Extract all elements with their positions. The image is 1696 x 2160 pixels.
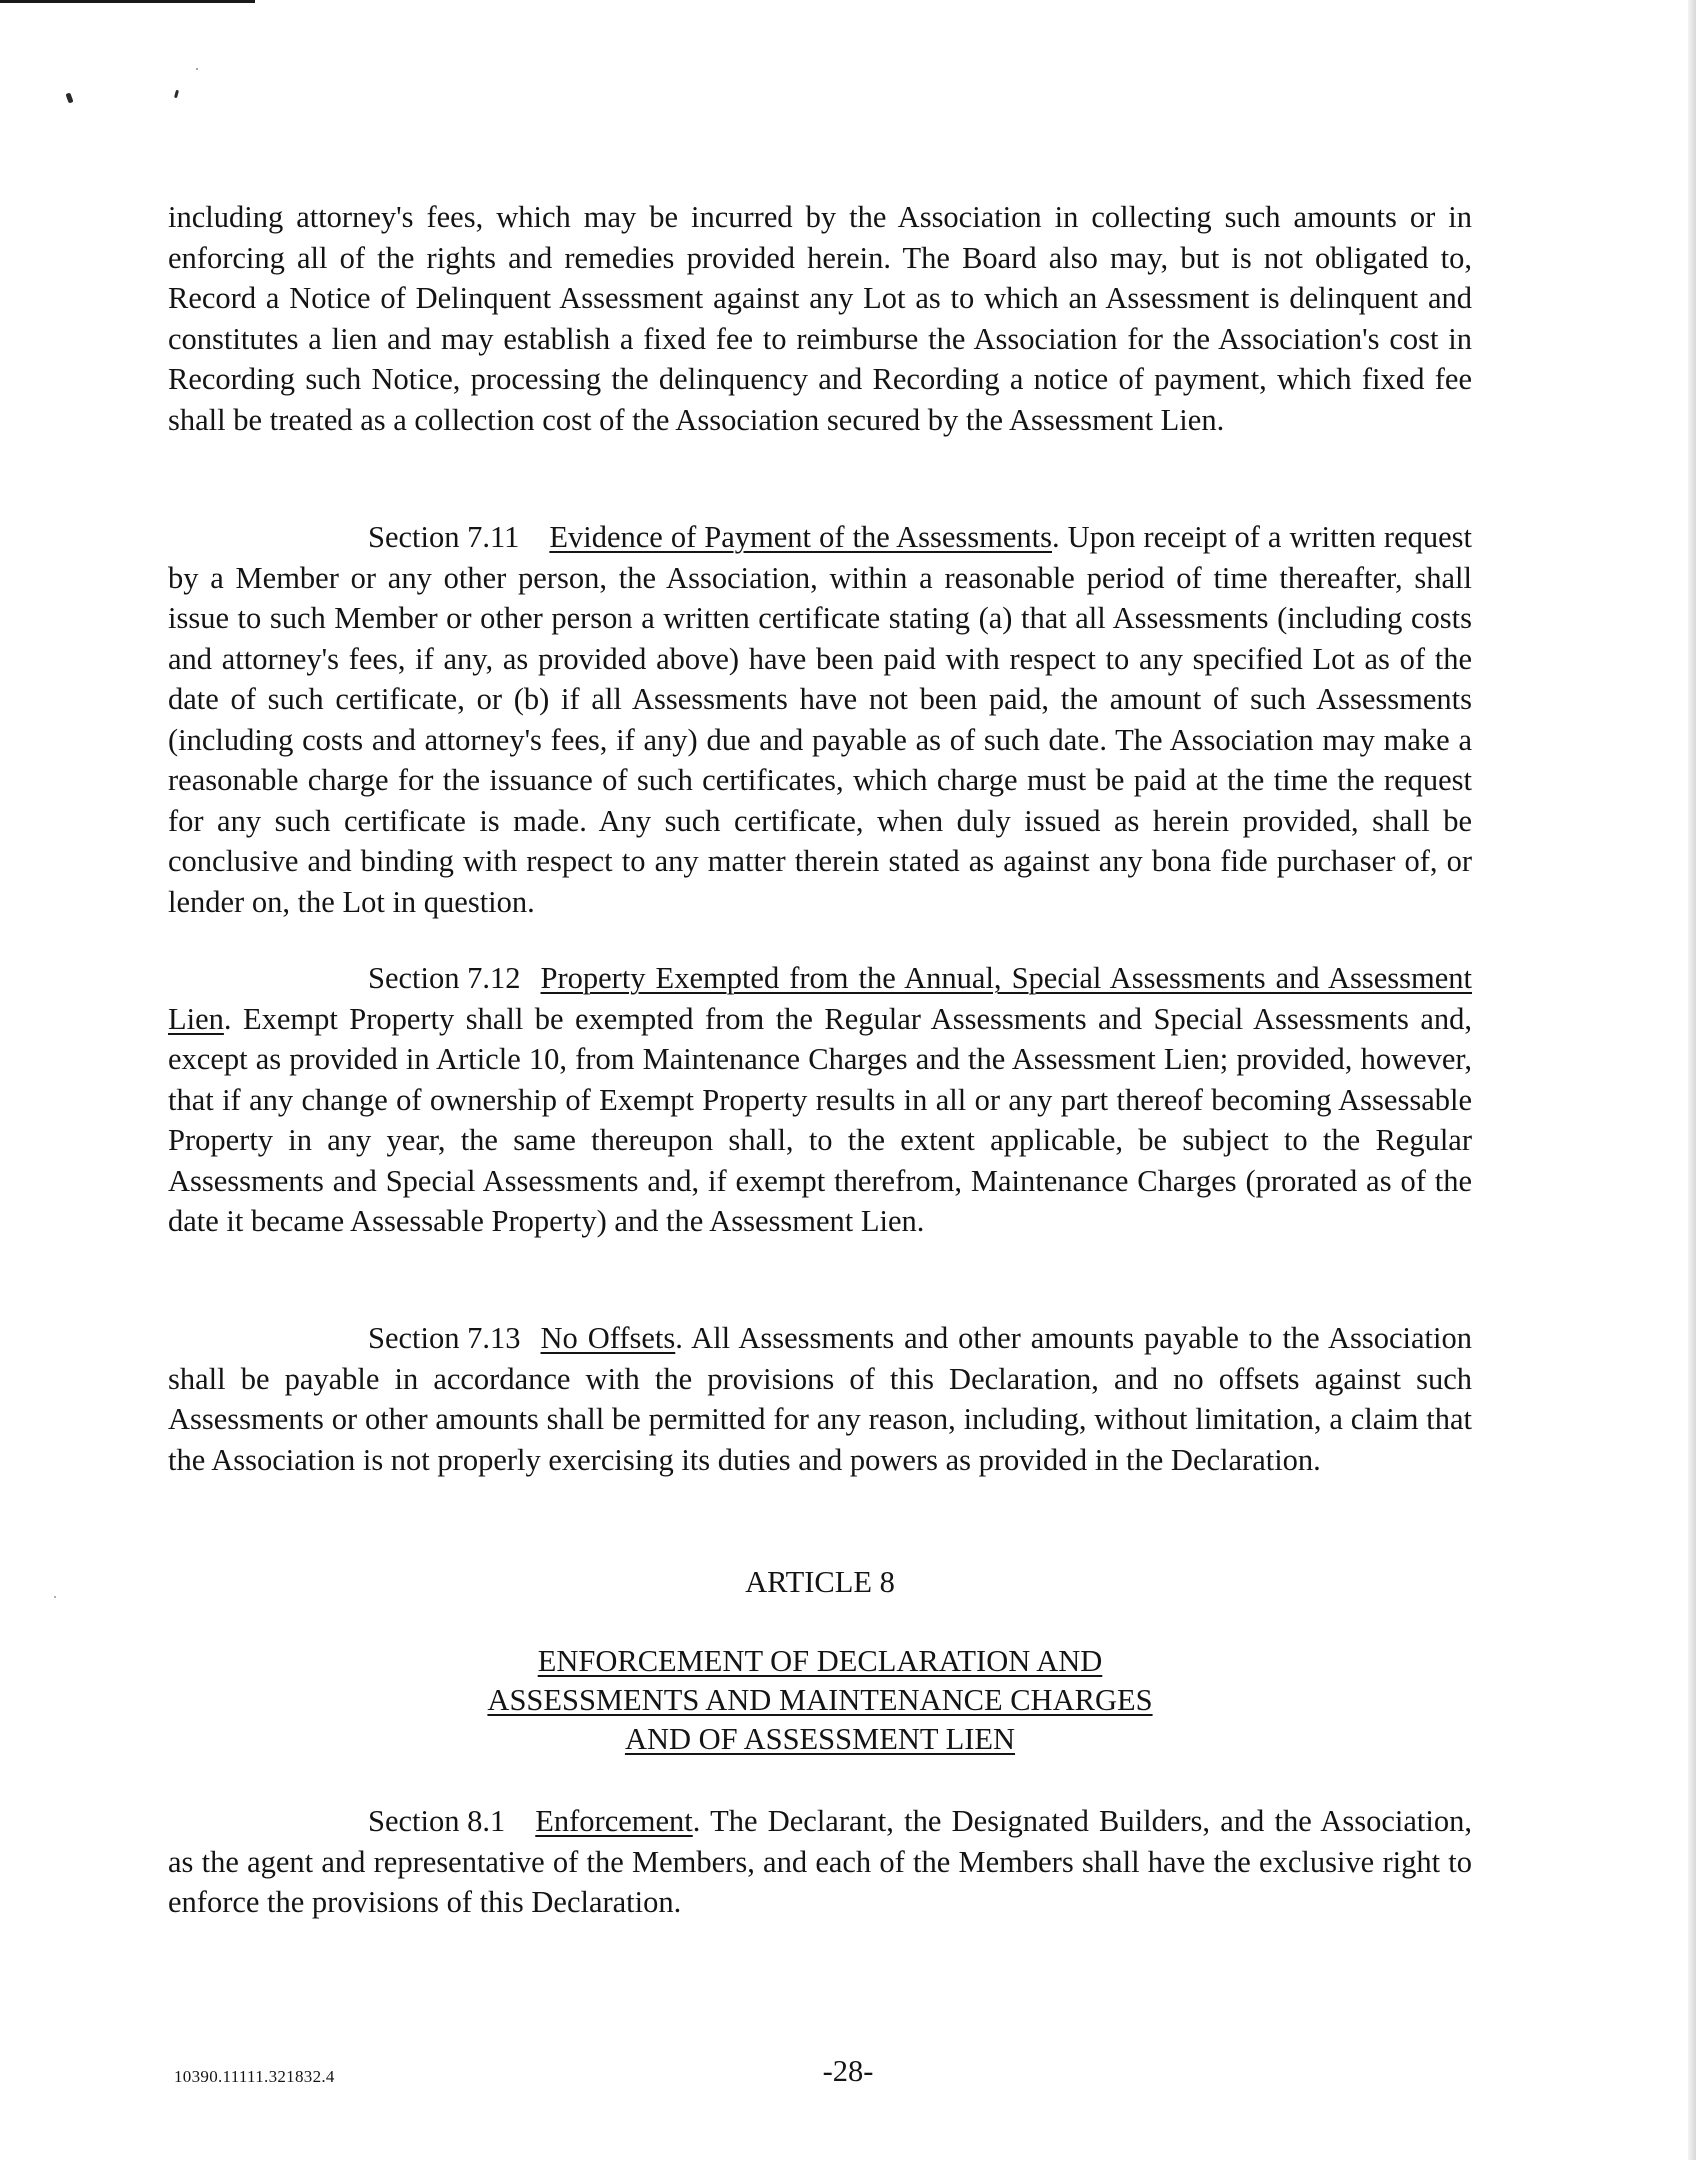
article-title-line-1	[168, 1641, 1472, 1682]
scan-speck	[174, 90, 179, 99]
section-8-1	[168, 1801, 1472, 1923]
scan-page-edge	[1688, 0, 1696, 2160]
section-7-11	[168, 517, 1472, 922]
section-text: . Exempt Property shall be exempted from the Regular Assessments and Special Assessments and, except as provided in Article 10, from Maintenance Charges and the Assessment Lien; provided, however, that if any change of ownership of Exempt Property results in all or any part thereof becoming Assessable Property in any year, the same thereupon shall, to the extent applicable, be subject to the Regular Assessments and Special Assessments and, if exempt therefrom, Maintenance Charges (prorated as of the date it became Assessable Property) and the Assessment Lien.	[168, 1001, 1472, 1238]
page-number: -28-	[822, 2054, 874, 2088]
article-title-line-3	[168, 1719, 1472, 1760]
scan-artifact-line	[0, 0, 255, 3]
section-number: Section 8.1	[368, 1804, 506, 1838]
section-text: . The Declarant, the Designated Builders, and the Association, as the agent and representative of the Members, and each of the Members shall have the exclusive right to enforce the provisions of this Declaration.	[168, 1804, 1472, 1919]
section-text: . Upon receipt of a written request by a Member or any other person, the Association, within a reasonable period of time thereafter, shall issue to such Member or other person a written certificate stating (a) that all Assessments (including costs and attorney's fees, if any, as provided above) have been paid with respect to any specified Lot as of the date of such certificate, or (b) if all Assessments have not been paid, the amount of such Assessments (including costs and attorney's fees, if any) due and payable as of such date. The Association may make a reasonable charge for the issuance of such certificates, which charge must be paid at the time the request for any such certificate is made. Any such certificate, when duly issued as herein provided, shall be conclusive and binding with respect to any matter therein stated as against any bona fide purchaser of, or lender on, the Lot in question.	[168, 520, 1472, 919]
scan-speck	[65, 92, 73, 103]
section-7-13	[168, 1318, 1472, 1480]
section-title: Evidence of Payment of the Assessments	[549, 520, 1053, 554]
section-title: No Offsets	[540, 1321, 676, 1355]
section-number: Section 7.13	[368, 1321, 521, 1355]
scan-speck	[54, 1596, 56, 1598]
scan-speck	[196, 68, 198, 70]
article-title-text: ENFORCEMENT OF DECLARATION AND	[537, 1644, 1103, 1678]
article-title-text: AND OF ASSESSMENT LIEN	[624, 1722, 1016, 1756]
section-number: Section 7.12	[368, 961, 521, 995]
section-number: Section 7.11	[368, 520, 520, 554]
section-7-12	[168, 958, 1472, 1242]
section-title: Enforcement	[535, 1804, 693, 1838]
section-text: . All Assessments and other amounts payable to the Association shall be payable in accordance with the provisions of this Declaration, and no offsets against such Assessments or other amounts shall be permitted for any reason, including, without limitation, a claim that the Association is not properly exercising its duties and powers as provided in the Declaration.	[168, 1321, 1472, 1477]
article-title-text: ASSESSMENTS AND MAINTENANCE CHARGES	[487, 1683, 1153, 1717]
article-number: ARTICLE 8	[745, 1565, 895, 1599]
continuation-paragraph	[168, 197, 1472, 440]
section-title: Property Exempted from the Annual, Special Assessments and Assessment Lien	[168, 961, 1472, 1036]
document-id: 10390.11111.321832.4	[174, 2067, 335, 2086]
article-title-line-2	[168, 1680, 1472, 1721]
paragraph-text: including attorney's fees, which may be incurred by the Association in collecting such amounts or in enforcing all of the rights and remedies provided herein. The Board also may, but is not obligated to, Record a Notice of Delinquent Assessment against any Lot as to which an Assessment is delinquent and constitutes a lien and may establish a fixed fee to reimburse the Association for the Association's cost in Recording such Notice, processing the delinquency and Recording a notice of payment, which fixed fee shall be treated as a collection cost of the Association secured by the Assessment Lien.	[168, 200, 1472, 437]
